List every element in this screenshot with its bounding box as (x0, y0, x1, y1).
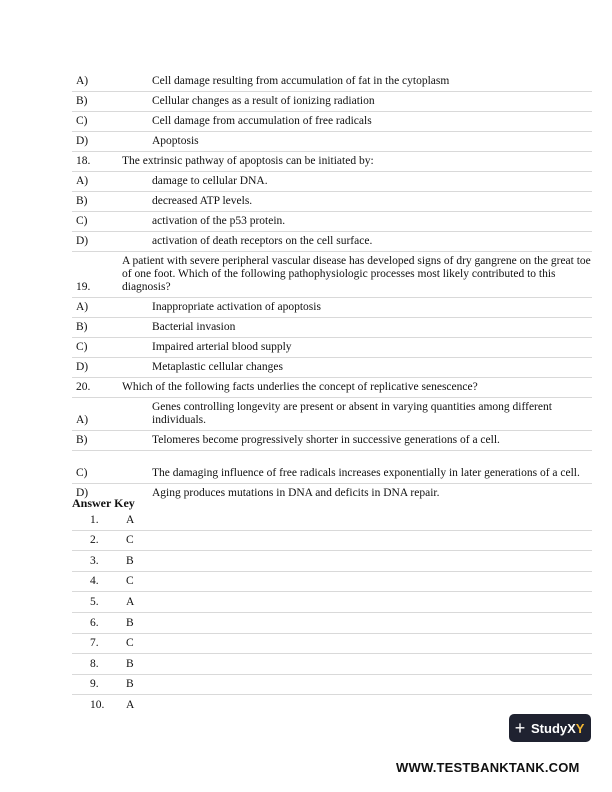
option-row (72, 318, 592, 338)
option-row (72, 132, 592, 152)
answer-row (72, 510, 592, 531)
option-text: Bacterial invasion (152, 321, 236, 333)
answer-row (72, 675, 592, 696)
option-text: activation of the p53 protein. (152, 215, 286, 227)
answer-value: B (126, 554, 134, 567)
answer-number: 1. (90, 513, 99, 526)
option-text: damage to cellular DNA. (152, 175, 268, 187)
answer-number: 6. (90, 616, 99, 629)
answer-value: A (126, 698, 135, 711)
plus-icon: + (514, 717, 526, 738)
answer-row (72, 572, 592, 593)
answer-row (72, 531, 592, 552)
answer-number: 5. (90, 595, 99, 608)
option-text: Cell damage resulting from accumulation of fat in the cytoplasm (152, 75, 450, 87)
option-label: A) (76, 75, 89, 87)
answer-row (72, 551, 592, 572)
answer-value: A (126, 595, 135, 608)
option-label: D) (76, 361, 89, 373)
option-row (72, 72, 592, 92)
answer-value: B (126, 616, 134, 629)
question-number: 18. (76, 155, 91, 167)
option-text: decreased ATP levels. (152, 195, 253, 207)
brand-text: StudyXY (531, 720, 585, 736)
answer-number: 10. (90, 698, 105, 711)
option-row (72, 232, 592, 252)
answer-value: C (126, 534, 134, 547)
option-label: B) (76, 321, 88, 333)
answer-row (72, 592, 592, 613)
option-text: The damaging influence of free radicals increases exponentially in later generations of a cell. (152, 467, 580, 479)
option-label: C) (76, 115, 88, 127)
option-label: A) (76, 414, 89, 426)
option-label: D) (76, 235, 89, 247)
question-text: The extrinsic pathway of apoptosis can be initiated by: (122, 155, 374, 167)
question-row (72, 152, 592, 172)
option-label: A) (76, 301, 89, 313)
option-row (72, 172, 592, 192)
answer-number: 4. (90, 575, 99, 588)
option-text: Cellular changes as a result of ionizing radiation (152, 95, 375, 107)
option-row (72, 338, 592, 358)
question-text: A patient with severe peripheral vascular disease has developed signs of dry gangrene on the great toe of one foot. Which of the following pathophysiologic processes most likely contributed to this diagnosis? (122, 255, 591, 293)
option-text: Apoptosis (152, 135, 199, 147)
option-text: activation of death receptors on the cell surface. (152, 235, 373, 247)
option-label: C) (76, 467, 88, 479)
question-table (72, 72, 592, 503)
question-row (72, 252, 592, 298)
answer-row (72, 613, 592, 634)
answer-number: 3. (90, 554, 99, 567)
answer-number: 7. (90, 637, 99, 650)
option-row (72, 92, 592, 112)
option-label: A) (76, 175, 89, 187)
option-text: Genes controlling longevity are present or absent in varying quantities among different individuals. (152, 401, 552, 426)
option-row (72, 484, 592, 503)
option-label: B) (76, 195, 88, 207)
answer-key-table (72, 510, 592, 715)
answer-value: C (126, 575, 134, 588)
option-text: Aging produces mutations in DNA and deficits in DNA repair. (152, 487, 440, 499)
option-row (72, 431, 592, 451)
option-text: Telomeres become progressively shorter in successive generations of a cell. (152, 434, 500, 446)
studyx-badge[interactable] (509, 714, 591, 742)
answer-number: 9. (90, 678, 99, 691)
option-label: B) (76, 95, 88, 107)
option-label: D) (76, 487, 89, 499)
option-text: Metaplastic cellular changes (152, 361, 283, 373)
option-label: D) (76, 135, 89, 147)
question-number: 19. (76, 281, 91, 293)
option-label: B) (76, 434, 88, 446)
answer-row (72, 695, 592, 715)
answer-value: B (126, 678, 134, 691)
option-text: Impaired arterial blood supply (152, 341, 292, 353)
option-label: C) (76, 215, 88, 227)
answer-number: 2. (90, 534, 99, 547)
footer-website: WWW.TESTBANKTANK.COM (396, 760, 580, 775)
option-row (72, 212, 592, 232)
answer-row (72, 634, 592, 655)
question-row (72, 378, 592, 398)
option-text: Inappropriate activation of apoptosis (152, 301, 321, 313)
question-number: 20. (76, 381, 91, 393)
option-row (72, 398, 592, 431)
option-text: Cell damage from accumulation of free radicals (152, 115, 372, 127)
option-row (72, 298, 592, 318)
option-row (72, 358, 592, 378)
answer-value: B (126, 657, 134, 670)
answer-value: C (126, 637, 134, 650)
option-row (72, 112, 592, 132)
option-row (72, 451, 592, 484)
answer-number: 8. (90, 657, 99, 670)
option-label: C) (76, 341, 88, 353)
answer-value: A (126, 513, 135, 526)
option-row (72, 192, 592, 212)
answer-row (72, 654, 592, 675)
question-text: Which of the following facts underlies the concept of replicative senescence? (122, 381, 478, 393)
answer-key-title: Answer Key (72, 496, 135, 510)
